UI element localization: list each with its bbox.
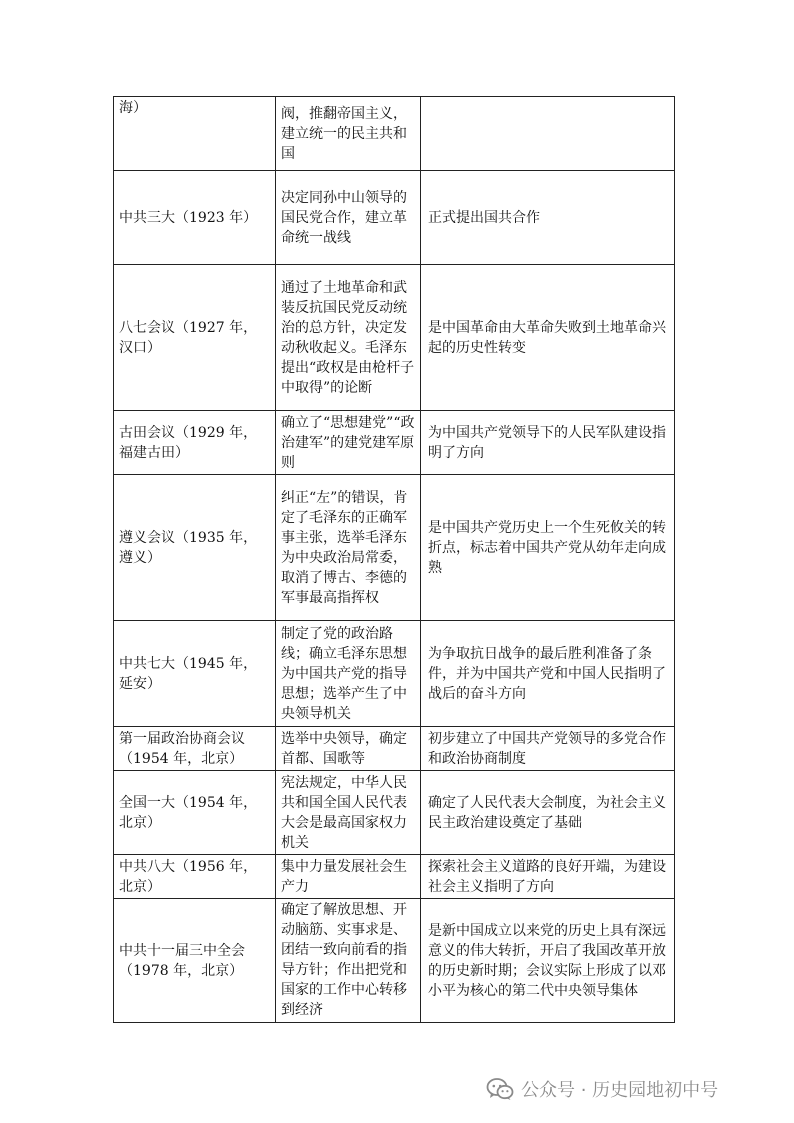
significance-cell: 确定了人民代表大会制度，为社会主义民主政治建设奠定了基础 xyxy=(421,771,675,855)
significance-cell: 是中国革命由大革命失败到土地革命兴起的历史性转变 xyxy=(421,265,675,411)
meetings-table xyxy=(113,96,675,1023)
meeting-cell: 八七会议（1927 年，汉口） xyxy=(114,265,276,411)
meeting-cell: 中共八大（1956 年，北京） xyxy=(114,855,276,899)
content-cell: 确定了解放思想、开动脑筋、实事求是、团结一致向前看的指导方针；作出把党和国家的工作中心转移到经济 xyxy=(276,899,421,1023)
content-cell: 通过了土地革命和武装反抗国民党反动统治的总方针，决定发动秋收起义。毛泽东提出“政权是由枪杆子中取得”的论断 xyxy=(276,265,421,411)
table-row xyxy=(114,171,675,265)
table-row xyxy=(114,411,675,475)
content-cell: 纠正“左”的错误，肯定了毛泽东的正确军事主张，选举毛泽东为中央政治局常委，取消了博古、李德的军事最高指挥权 xyxy=(276,475,421,621)
significance-cell: 为中国共产党领导下的人民军队建设指明了方向 xyxy=(421,411,675,475)
content-cell: 选举中央领导，确定首都、国歌等 xyxy=(276,727,421,771)
table-row xyxy=(114,855,675,899)
content-cell: 阀，推翻帝国主义，建立统一的民主共和国 xyxy=(276,97,421,171)
significance-cell: 探索社会主义道路的良好开端，为建设社会主义指明了方向 xyxy=(421,855,675,899)
meeting-cell: 中共七大（1945 年，延安） xyxy=(114,621,276,727)
significance-cell: 初步建立了中国共产党领导的多党合作和政治协商制度 xyxy=(421,727,675,771)
meeting-cell: 第一届政治协商会议（1954 年，北京） xyxy=(114,727,276,771)
meeting-cell: 海） xyxy=(114,97,276,171)
content-cell: 集中力量发展社会生产力 xyxy=(276,855,421,899)
content-cell: 确立了“思想建党”“政治建军”的建党建军原则 xyxy=(276,411,421,475)
significance-cell: 为争取抗日战争的最后胜利准备了条件，并为中国共产党和中国人民指明了战后的奋斗方向 xyxy=(421,621,675,727)
significance-cell: 是中国共产党历史上一个生死攸关的转折点，标志着中国共产党从幼年走向成熟 xyxy=(421,475,675,621)
watermark xyxy=(486,1076,718,1102)
content-cell: 决定同孙中山领导的国民党合作，建立革命统一战线 xyxy=(276,171,421,265)
meeting-cell: 中共十一届三中全会（1978 年，北京） xyxy=(114,899,276,1023)
table-row xyxy=(114,899,675,1023)
significance-cell xyxy=(421,97,675,171)
table-row xyxy=(114,475,675,621)
table-row xyxy=(114,727,675,771)
wechat-icon xyxy=(486,1077,514,1101)
meeting-cell: 中共三大（1923 年） xyxy=(114,171,276,265)
significance-cell: 正式提出国共合作 xyxy=(421,171,675,265)
meeting-cell: 全国一大（1954 年，北京） xyxy=(114,771,276,855)
content-cell: 宪法规定，中华人民共和国全国人民代表大会是最高国家权力机关 xyxy=(276,771,421,855)
table-row xyxy=(114,771,675,855)
table-row xyxy=(114,265,675,411)
watermark-text: 公众号 · 历史园地初中号 xyxy=(521,1080,719,1101)
table-row xyxy=(114,621,675,727)
content-cell: 制定了党的政治路线；确立毛泽东思想为中国共产党的指导思想；选举产生了中央领导机关 xyxy=(276,621,421,727)
table-row xyxy=(114,97,675,171)
meeting-cell: 遵义会议（1935 年，遵义） xyxy=(114,475,276,621)
meeting-cell: 古田会议（1929 年，福建古田） xyxy=(114,411,276,475)
significance-cell: 是新中国成立以来党的历史上具有深远意义的伟大转折，开启了我国改革开放的历史新时期；会议实际上形成了以邓小平为核心的第二代中央领导集体 xyxy=(421,899,675,1023)
